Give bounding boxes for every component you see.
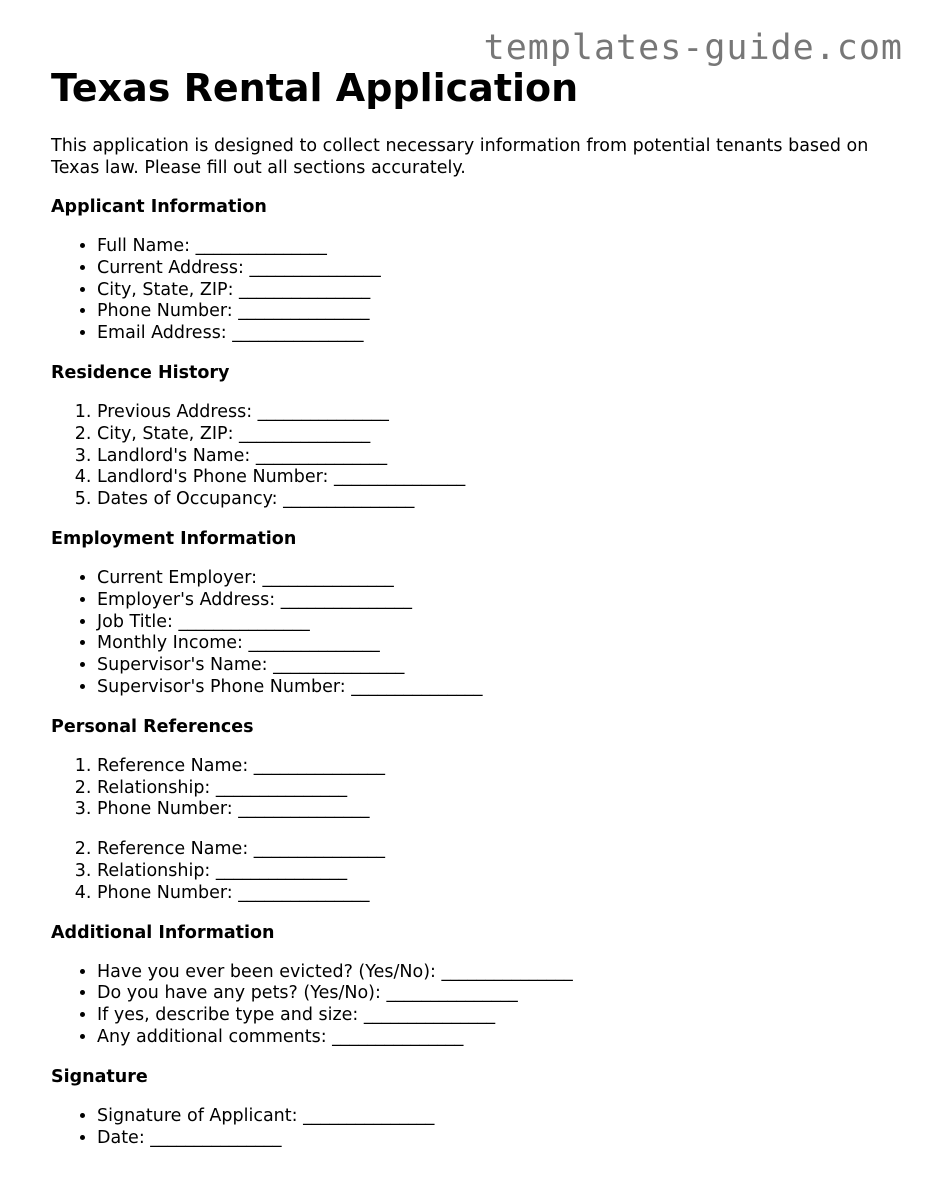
list-item-city-state-zip: 2. City, State, ZIP: _______________ — [97, 424, 881, 446]
section-heading-references: Personal References — [51, 716, 254, 737]
list-item-current-employer: • Current Employer: _______________ — [97, 568, 881, 590]
page-title: Texas Rental Application — [51, 66, 579, 110]
list-item-landlord-phone: 4. Landlord's Phone Number: _______________ — [97, 467, 881, 489]
list-item-relationship: 3. Relationship: _______________ — [97, 861, 881, 883]
list-item-relationship: 2. Relationship: _______________ — [97, 778, 881, 800]
list-item-previous-address: 1. Previous Address: _______________ — [97, 402, 881, 424]
list-item-comments: • Any additional comments: _______________ — [97, 1027, 881, 1049]
residence-history-list — [51, 402, 881, 511]
list-item-current-address: • Current Address: _______________ — [97, 258, 881, 280]
list-item-reference-name: 1. Reference Name: _______________ — [97, 756, 881, 778]
list-item-pets: • Do you have any pets? (Yes/No): _______________ — [97, 983, 881, 1005]
list-item-monthly-income: • Monthly Income: _______________ — [97, 633, 881, 655]
list-item-phone-number: 4. Phone Number: _______________ — [97, 883, 881, 905]
list-item-supervisor-phone: • Supervisor's Phone Number: _______________ — [97, 677, 881, 699]
applicant-info-list — [51, 236, 881, 345]
list-item-full-name: • Full Name: _______________ — [97, 236, 881, 258]
employment-info-list — [51, 568, 881, 699]
list-item-supervisor-name: • Supervisor's Name: _______________ — [97, 655, 881, 677]
list-item-phone-number: 3. Phone Number: _______________ — [97, 799, 881, 821]
section-heading-employment: Employment Information — [51, 528, 297, 549]
reference-list-second — [51, 839, 881, 904]
list-item-job-title: • Job Title: _______________ — [97, 612, 881, 634]
list-item-evicted: • Have you ever been evicted? (Yes/No): _______________ — [97, 962, 881, 984]
list-item-city-state-zip: • City, State, ZIP: _______________ — [97, 280, 881, 302]
list-item-pet-description: • If yes, describe type and size: _______________ — [97, 1005, 881, 1027]
additional-info-list — [51, 962, 881, 1049]
section-heading-signature: Signature — [51, 1066, 148, 1087]
list-item-date: • Date: _______________ — [97, 1128, 881, 1150]
section-heading-applicant: Applicant Information — [51, 197, 267, 217]
list-item-reference-name: 2. Reference Name: _______________ — [97, 839, 881, 861]
section-heading-residence: Residence History — [51, 362, 230, 383]
signature-list — [51, 1106, 881, 1150]
list-item-dates-occupancy: 5. Dates of Occupancy: _______________ — [97, 489, 881, 511]
rental-application-document — [51, 66, 881, 1149]
list-item-signature: • Signature of Applicant: _______________ — [97, 1106, 881, 1128]
watermark-text: templates-guide.com — [483, 28, 903, 68]
list-item-landlord-name: 3. Landlord's Name: _______________ — [97, 446, 881, 468]
list-item-email-address: • Email Address: _______________ — [97, 323, 881, 345]
intro-paragraph: This application is designed to collect necessary information from potential tenants based on Texas law. Please fill out all sections accurately. — [51, 136, 869, 178]
section-heading-additional: Additional Information — [51, 922, 275, 943]
reference-list-first — [51, 756, 881, 821]
list-item-phone-number: • Phone Number: _______________ — [97, 301, 881, 323]
list-item-employer-address: • Employer's Address: _______________ — [97, 590, 881, 612]
